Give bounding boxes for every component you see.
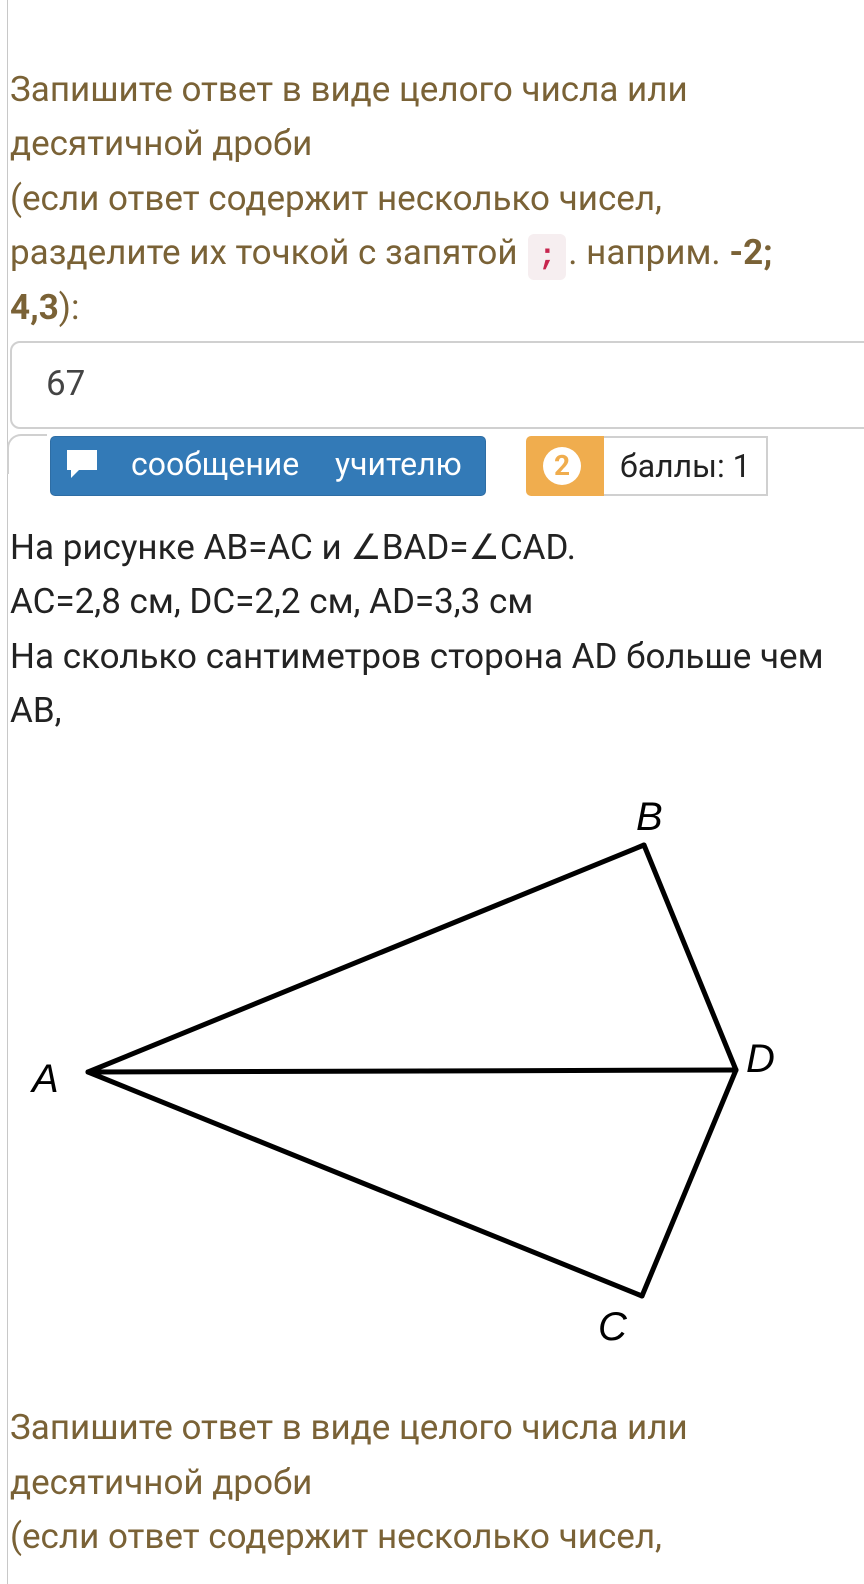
speech-bubble-icon (65, 448, 99, 488)
score-label: баллы: 1 (604, 436, 768, 496)
point-label-a: A (32, 1057, 59, 1101)
example-value: -2; (729, 232, 773, 273)
problem-line3: На сколько сантиметров сторона AD больше чем (10, 636, 824, 677)
hint-text: разделите их точкой с запятой (10, 232, 518, 273)
answer-format-hint-line1: Запишите ответ в виде целого числа или (10, 69, 688, 110)
message-teacher-button[interactable] (50, 436, 486, 496)
triangle-diagram (0, 780, 864, 1360)
point-label-b: B (636, 795, 663, 839)
example-value: 4,3 (10, 287, 59, 328)
problem-line2: AC=2,8 см, DC=2,2 см, AD=3,3 см (10, 581, 534, 622)
answer-format-hint-bottom-line1: Запишите ответ в виде целого числа или (10, 1407, 688, 1448)
answer-input-value[interactable]: 67 (46, 363, 86, 404)
point-label-c: C (598, 1305, 627, 1349)
problem-line1: На рисунке AB=AC и ∠BAD=∠CAD. (10, 527, 576, 568)
answer-format-hint-line2: десятичной дроби (10, 123, 313, 164)
hint-text: ): (58, 287, 80, 328)
answer-format-hint-bottom-line3: (если ответ содержит несколько чисел, (10, 1516, 662, 1557)
hint-text: . наприм. (568, 232, 721, 273)
answer-format-hint-line4 (10, 226, 772, 280)
problem-line4: AB, (10, 690, 62, 731)
message-teacher-label-word2: учителю (335, 445, 462, 483)
segment-ad (88, 1070, 736, 1072)
answer-format-hint-bottom-line2: десятичной дроби (10, 1462, 313, 1503)
segment-ab (88, 845, 644, 1072)
message-teacher-label-word1: сообщение (131, 445, 300, 483)
segment-ac (88, 1072, 642, 1296)
task-card-border (7, 434, 47, 474)
point-label-d: D (746, 1037, 775, 1081)
answer-input[interactable] (10, 341, 864, 429)
segment-cd (642, 1070, 736, 1296)
segment-bd (644, 845, 736, 1070)
separator-code: ; (528, 234, 566, 280)
score-number: 2 (543, 447, 581, 485)
score-number-box (526, 436, 604, 496)
answer-format-hint-line5 (10, 281, 79, 335)
answer-format-hint-line3: (если ответ содержит несколько чисел, (10, 178, 662, 219)
